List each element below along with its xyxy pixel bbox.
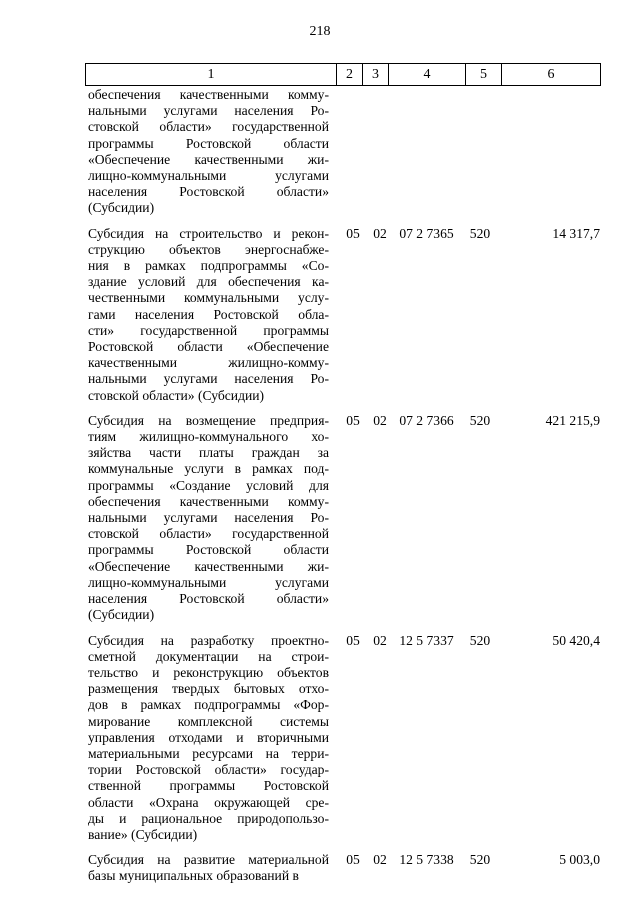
- description-line: мирование комплексной системы: [88, 713, 329, 729]
- description-line: чественными коммунальными услу-: [88, 290, 329, 306]
- row-expense-type: 520: [469, 632, 491, 648]
- row-subsection: 02: [373, 852, 387, 868]
- description-line: тории Ростовской области» государ-: [88, 762, 329, 778]
- description-line: (Субсидии): [88, 200, 155, 216]
- description-line: стовской области» государственной: [88, 526, 329, 542]
- description-line: коммунальные услуги в рамках под-: [88, 461, 329, 477]
- row-amount: 50 420,4: [552, 632, 600, 648]
- header-col-2: 2: [337, 64, 363, 86]
- row-description: [88, 413, 329, 624]
- description-line: качественными жилищно-комму-: [88, 355, 329, 371]
- description-line: стовской области» государственной: [88, 119, 329, 135]
- row-subsection: 02: [373, 632, 387, 648]
- row-expense-type: 520: [469, 412, 491, 428]
- description-line: ды и рациональное природопользо-: [88, 810, 329, 826]
- row-section: 05: [346, 632, 360, 648]
- description-line: обеспечения качественными комму-: [88, 87, 329, 102]
- description-line: нальными услугами населения Ро-: [88, 510, 329, 526]
- description-line: Субсидия на разработку проектно-: [88, 632, 329, 648]
- header-col-6: 6: [502, 64, 601, 86]
- row-target-article: 07 2 7365: [399, 225, 454, 241]
- description-line: нальными услугами населения Ро-: [88, 371, 329, 387]
- row-subsection: 02: [373, 225, 387, 241]
- row-subsection: 02: [373, 412, 387, 428]
- row-section: 05: [346, 225, 360, 241]
- table-row: [88, 226, 604, 404]
- row-section: 05: [346, 412, 360, 428]
- table-row: [88, 633, 604, 844]
- row-description: [88, 852, 329, 884]
- description-line: сти» государственной программы: [88, 322, 329, 338]
- description-line: струкцию объектов энергоснабже-: [88, 241, 329, 257]
- row-target-article: 12 5 7337: [399, 632, 454, 648]
- table-header: [85, 63, 601, 86]
- header-col-3: 3: [363, 64, 389, 86]
- description-line: базы муниципальных образований в: [88, 868, 299, 884]
- description-line: «Обеспечение качественными жи-: [88, 558, 329, 574]
- row-expense-type: 520: [469, 225, 491, 241]
- description-line: программы Ростовской области: [88, 542, 329, 558]
- table-row: [88, 87, 604, 217]
- description-line: обеспечения качественными комму-: [88, 493, 329, 509]
- description-line: лищно-коммунальными услугами: [88, 574, 329, 590]
- header-col-1: 1: [86, 64, 337, 86]
- row-target-article: 12 5 7338: [399, 852, 454, 868]
- description-line: лищно-коммунальными услугами: [88, 168, 329, 184]
- page-number: 218: [309, 24, 331, 39]
- row-expense-type: 520: [469, 852, 491, 868]
- row-target-article: 07 2 7366: [399, 412, 454, 428]
- row-section: 05: [346, 852, 360, 868]
- table-row: [88, 852, 604, 884]
- description-line: тиям жилищно-коммунального хо-: [88, 429, 329, 445]
- description-line: Субсидия на развитие материальной: [88, 852, 329, 868]
- description-line: нальными услугами населения Ро-: [88, 103, 329, 119]
- description-line: тельство и реконструкцию объектов: [88, 664, 329, 680]
- row-amount: 14 317,7: [552, 225, 600, 241]
- description-line: размещения твердых бытовых отхо-: [88, 681, 329, 697]
- description-line: гами населения Ростовской обла-: [88, 306, 329, 322]
- description-line: здание условий для обеспечения ка-: [88, 274, 329, 290]
- description-line: ственной программы Ростовской: [88, 778, 329, 794]
- row-description: [88, 226, 329, 404]
- description-line: (Субсидии): [88, 607, 155, 623]
- description-line: зяйства части платы граждан за: [88, 445, 329, 461]
- row-amount: 5 003,0: [559, 852, 600, 868]
- description-line: области «Охрана окружающей сре-: [88, 794, 329, 810]
- description-line: «Обеспечение качественными жи-: [88, 151, 329, 167]
- row-amount: 421 215,9: [545, 412, 600, 428]
- description-line: Ростовской области «Обеспечение: [88, 339, 329, 355]
- row-description: [88, 633, 329, 844]
- description-line: программы Ростовской области: [88, 135, 329, 151]
- description-line: дов в рамках подпрограммы «Фор-: [88, 697, 329, 713]
- row-description: [88, 87, 329, 217]
- description-line: сметной документации на строи-: [88, 648, 329, 664]
- description-line: материальными ресурсами на терри-: [88, 745, 329, 761]
- description-line: стовской области» (Субсидии): [88, 387, 265, 403]
- description-line: населения Ростовской области»: [88, 591, 329, 607]
- description-line: управления отходами и вторичными: [88, 729, 329, 745]
- description-line: ния в рамках подпрограммы «Со-: [88, 258, 329, 274]
- description-line: Субсидия на строительство и рекон-: [88, 225, 329, 241]
- table-body: [88, 87, 604, 894]
- table-row: [88, 413, 604, 624]
- header-col-5: 5: [466, 64, 502, 86]
- header-col-4: 4: [389, 64, 466, 86]
- description-line: программы «Создание условий для: [88, 477, 329, 493]
- description-line: вание» (Субсидии): [88, 826, 198, 842]
- description-line: Субсидия на возмещение предприя-: [88, 412, 329, 428]
- description-line: населения Ростовской области»: [88, 184, 329, 200]
